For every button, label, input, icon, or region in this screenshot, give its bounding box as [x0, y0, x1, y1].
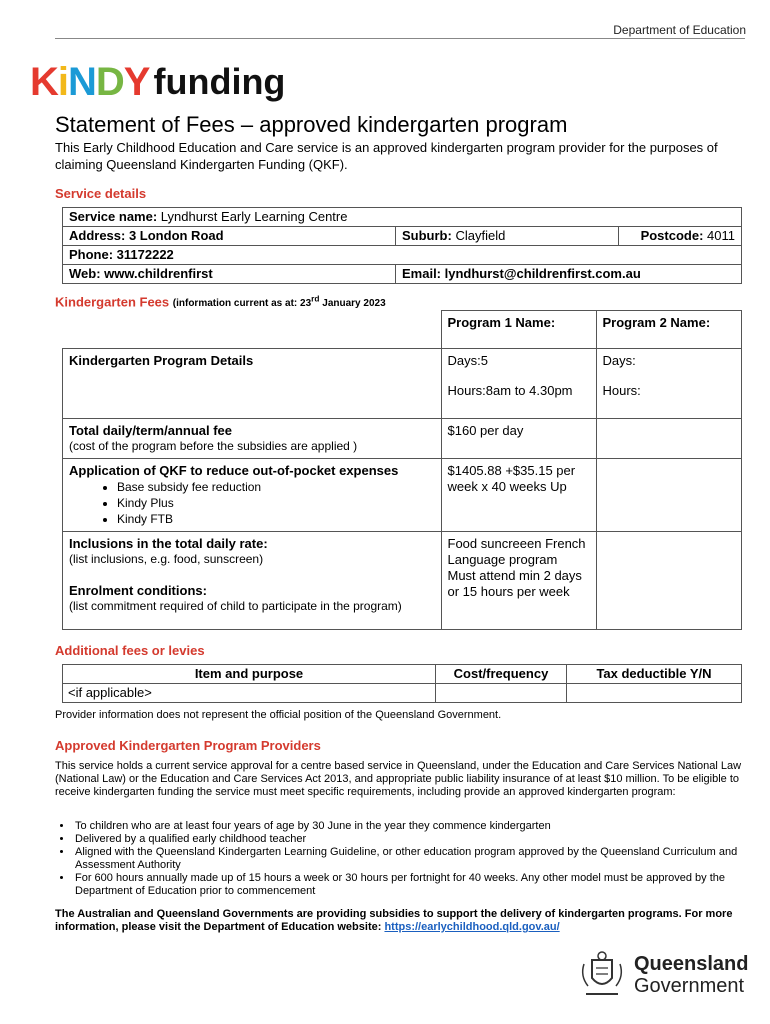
list-item: • Delivered by a qualified early childhood teacher: [73, 833, 763, 846]
additional-fees-table: [62, 664, 742, 703]
program1-qkf: $1405.88 +$35.15 per week x 40 weeks Up: [441, 459, 596, 532]
program1-schedule: Days:5 Hours:8am to 4.30pm: [441, 349, 596, 419]
kindy-wordmark: KiNDY: [30, 60, 150, 104]
page-title: Statement of Fees – approved kindergarten program: [55, 112, 568, 137]
table-row: <if applicable>: [63, 684, 436, 703]
service-details-heading: Service details: [55, 186, 147, 201]
additional-fees-heading: Additional fees or levies: [55, 643, 205, 658]
intro-text: This Early Childhood Education and Care service is an approved kindergarten program provider for the purposes of claiming Queensland Kindergarten Funding (QKF).: [55, 140, 718, 172]
program2-total-fee: [596, 419, 742, 459]
email-cell: Email: lyndhurst@childrenfirst.com.au: [396, 265, 742, 284]
col-item-header: Item and purpose: [63, 665, 436, 684]
list-item: • Kindy FTB: [117, 511, 435, 527]
providers-list: [55, 820, 763, 898]
program2-inclusions-enrolment: [596, 532, 742, 630]
providers-text: This service holds a current service approval for a centre based service in Queensland, under the Education and Care Services National Law (National Law) or the Education and Care Services Act 2013, and appropriate public liability insurance of at least $10 million. To be eligible to receive kindergarten funding the service must meet specific requirements, including provide an approved kindergarten program:: [55, 760, 742, 798]
list-item: • For 600 hours annually made up of 15 hours a week or 30 hours per fortnight for 40 weeks. Any other model must be approved by the Department of Education prior to commencement: [73, 872, 763, 898]
list-item: • To children who are at least four years of age by 30 June in the year they commence kindergarten: [73, 820, 763, 833]
program2-schedule: Days: Hours:: [596, 349, 742, 419]
coat-of-arms-icon: [578, 950, 626, 1000]
queensland-text: Queensland: [634, 953, 749, 975]
program1-total-fee: $160 per day: [441, 419, 596, 459]
col-tax-header: Tax deductible Y/N: [567, 665, 742, 684]
providers-heading: Approved Kindergarten Program Providers: [55, 738, 321, 753]
col-cost-header: Cost/frequency: [436, 665, 567, 684]
program2-name-header: Program 2 Name:: [596, 311, 742, 349]
phone-cell: Phone: 31172222: [63, 246, 742, 265]
department-label: Department of Education: [613, 23, 746, 37]
service-name-cell: Service name: Lyndhurst Early Learning Centre: [63, 208, 742, 227]
government-text: Government: [634, 975, 745, 997]
program1-inclusions-enrolment: Food suncreeen French Language program Must attend min 2 days or 15 hours per week: [441, 532, 596, 630]
list-item: • Base subsidy fee reduction: [117, 479, 435, 495]
funding-wordmark: funding: [153, 61, 286, 102]
footer-text: The Australian and Queensland Governments are providing subsidies to support the delivery of kindergarten programs. For more information, please visit the Department of Education website: https://earlychildhood.qld.gov.au/: [55, 908, 733, 933]
program2-qkf: [596, 459, 742, 532]
header-divider: [55, 38, 745, 39]
program-details-label: Kindergarten Program Details: [63, 349, 442, 419]
disclaimer-note: Provider information does not represent the official position of the Queensland Government.: [55, 709, 502, 721]
postcode-cell: Postcode: 4011: [619, 227, 742, 246]
web-cell: Web: www.childrenfirst: [63, 265, 396, 284]
service-details-table: [62, 207, 742, 284]
address-cell: Address: 3 London Road: [63, 227, 396, 246]
list-item: • Aligned with the Queensland Kindergarten Learning Guideline, or other education program approved by the Queensland Curriculum and Assessment Authority: [73, 846, 763, 872]
education-website-link[interactable]: https://earlychildhood.qld.gov.au/: [384, 921, 560, 933]
kindergarten-fees-table: [62, 310, 742, 630]
total-fee-label: Total daily/term/annual fee (cost of the program before the subsidies are applied ): [63, 419, 442, 459]
qkf-label: Application of QKF to reduce out-of-pocket expenses • Base subsidy fee reduction • Kindy Plus • Kindy FTB: [63, 459, 442, 532]
suburb-cell: Suburb: Clayfield: [396, 227, 619, 246]
queensland-government-logo: [578, 950, 748, 1000]
kindy-funding-logo: [30, 58, 285, 102]
list-item: • Kindy Plus: [117, 495, 435, 511]
kindergarten-fees-heading: Kindergarten Fees (information current as at: 23rd January 2023: [55, 294, 386, 310]
qkf-list: [69, 479, 435, 527]
program1-name-header: Program 1 Name:: [441, 311, 596, 349]
inclusions-enrolment-label: Inclusions in the total daily rate: (list inclusions, e.g. food, sunscreen) Enrolment conditions: (list commitment required of child to participate in the program): [63, 532, 442, 630]
